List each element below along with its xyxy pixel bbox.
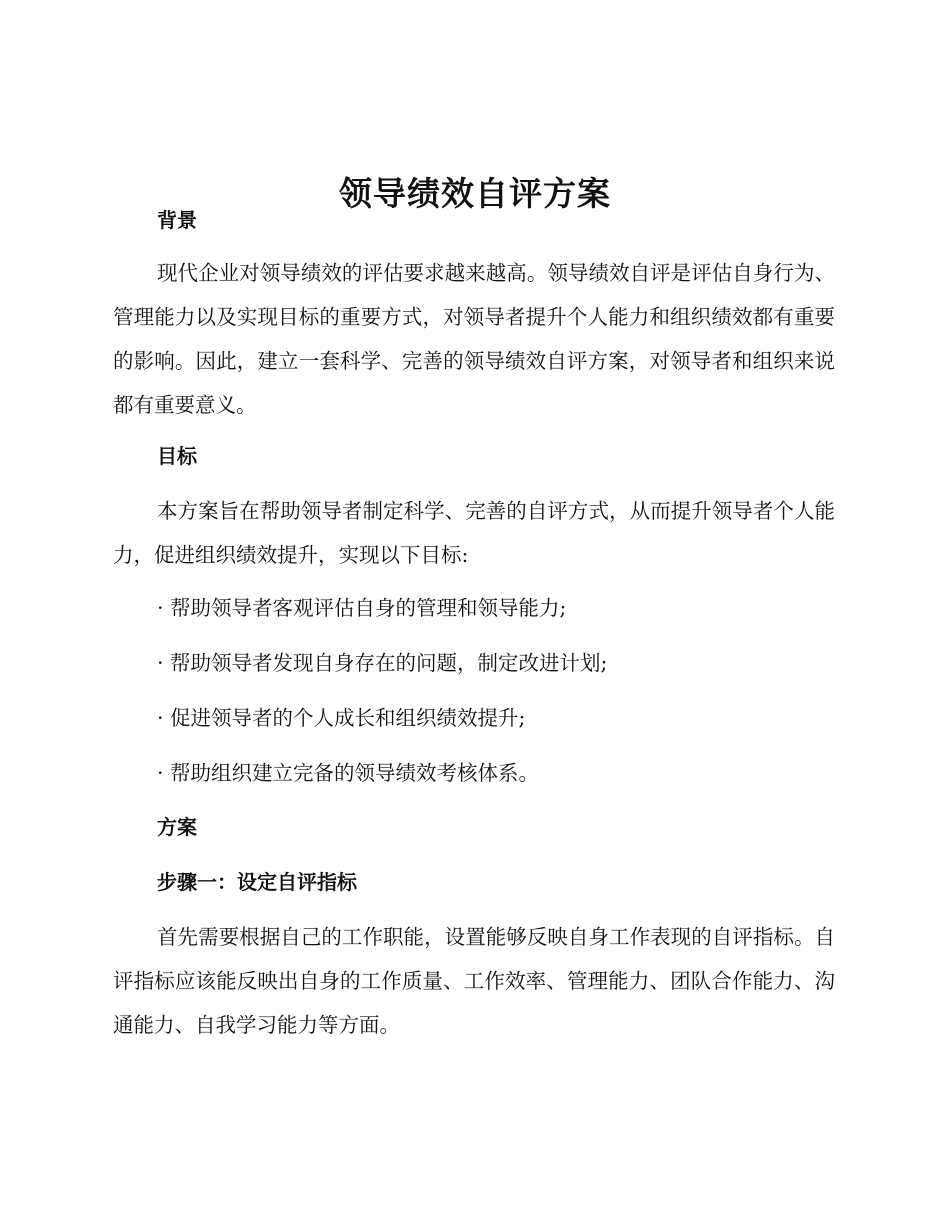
background-paragraph: 现代企业对领导绩效的评估要求越来越高。领导绩效自评是评估自身行为、管理能力以及实现目标的重要方式，对领导者提升个人能力和组织绩效都有重要的影响。因此，建立一套科学、完善的领导绩效自评方案，对领导者和组织来说都有重要意义。	[113, 261, 835, 417]
goal-bullet-1: · 帮助领导者客观评估自身的管理和领导能力;	[157, 596, 567, 620]
section-heading-plan: 方案	[157, 815, 197, 839]
goal-bullet-2: · 帮助领导者发现自身存在的问题，制定改进计划;	[157, 651, 608, 675]
step1-paragraph: 首先需要根据自己的工作职能，设置能够反映自身工作表现的自评指标。自评指标应该能反映出自身的工作质量、工作效率、管理能力、团队合作能力、沟通能力、自我学习能力等方面。	[113, 925, 835, 1037]
goal-bullet-3: · 促进领导者的个人成长和组织绩效提升;	[157, 706, 526, 730]
goals-paragraph: 本方案旨在帮助领导者制定科学、完善的自评方式，从而提升领导者个人能力，促进组织绩效提升，实现以下目标:	[113, 499, 835, 567]
section-heading-goals: 目标	[157, 444, 197, 468]
goal-bullet-4: · 帮助组织建立完备的领导绩效考核体系。	[157, 761, 540, 785]
section-heading-background: 背景	[157, 208, 197, 232]
document-title: 领导绩效自评方案	[339, 174, 611, 214]
step1-heading: 步骤一：设定自评指标	[157, 870, 357, 894]
